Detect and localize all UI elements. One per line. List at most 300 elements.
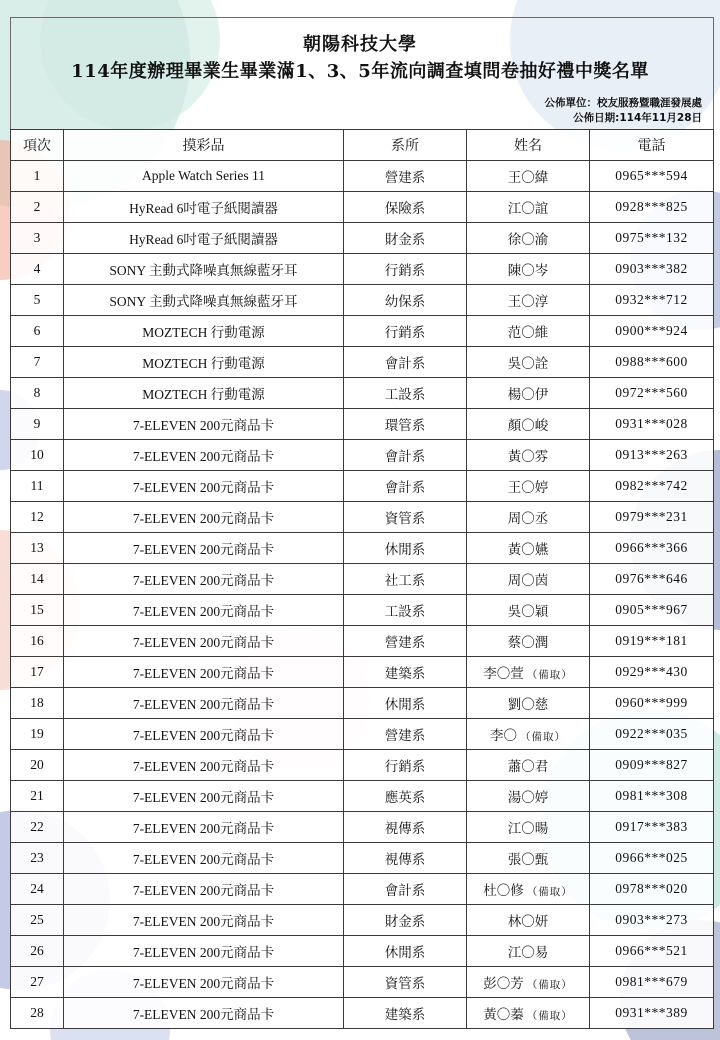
cell-name xyxy=(467,626,590,657)
table-row xyxy=(11,316,714,347)
table-row xyxy=(11,161,714,192)
cell-phone-text: 0909***827 xyxy=(615,757,688,772)
cell-no-text: 7 xyxy=(33,354,41,369)
cell-phone-text: 0976***646 xyxy=(615,571,688,586)
cell-phone-text: 0929***430 xyxy=(615,664,688,679)
cell-name-text: 王〇淳 xyxy=(507,294,549,310)
alternate-note: （備取） xyxy=(526,979,573,991)
table-header-row xyxy=(11,130,714,161)
cell-dept-text: 視傳系 xyxy=(384,821,426,837)
cell-prize-text: 7-ELEVEN 200元商品卡 xyxy=(132,635,275,650)
table-row xyxy=(11,378,714,409)
cell-phone-text: 0966***366 xyxy=(615,540,688,555)
table-row xyxy=(11,781,714,812)
cell-name xyxy=(467,750,590,781)
cell-phone xyxy=(590,316,714,347)
cell-phone xyxy=(590,936,714,967)
cell-name xyxy=(467,781,590,812)
table-row xyxy=(11,223,714,254)
cell-dept-text: 財金系 xyxy=(384,914,426,930)
cell-name xyxy=(467,657,590,688)
cell-no xyxy=(11,781,64,812)
cell-prize xyxy=(64,874,344,905)
cell-no xyxy=(11,409,64,440)
cell-prize xyxy=(64,936,344,967)
cell-name xyxy=(467,998,590,1029)
cell-dept xyxy=(344,316,467,347)
cell-name xyxy=(467,254,590,285)
cell-no-text: 10 xyxy=(30,447,44,462)
cell-no-text: 8 xyxy=(33,385,41,400)
cell-no xyxy=(11,626,64,657)
cell-prize-text: 7-ELEVEN 200元商品卡 xyxy=(132,883,275,898)
cell-prize-text: 7-ELEVEN 200元商品卡 xyxy=(132,697,275,712)
table-row xyxy=(11,905,714,936)
cell-no xyxy=(11,812,64,843)
cell-no xyxy=(11,223,64,254)
cell-no xyxy=(11,936,64,967)
cell-name-text: 李〇 xyxy=(490,728,517,744)
cell-prize xyxy=(64,719,344,750)
cell-phone-text: 0966***521 xyxy=(615,943,688,958)
cell-no-text: 27 xyxy=(30,974,44,989)
school-name: 朝陽科技大學 xyxy=(303,34,417,55)
cell-name-text: 周〇茵 xyxy=(507,573,549,589)
cell-dept xyxy=(344,998,467,1029)
cell-prize xyxy=(64,595,344,626)
cell-name-text: 江〇易 xyxy=(507,945,549,961)
cell-prize-text: 7-ELEVEN 200元商品卡 xyxy=(132,790,275,805)
cell-name-text: 范〇維 xyxy=(507,325,549,341)
cell-dept xyxy=(344,626,467,657)
cell-name-text: 黃〇雰 xyxy=(507,449,549,465)
cell-prize-text: 7-ELEVEN 200元商品卡 xyxy=(132,418,275,433)
cell-no xyxy=(11,564,64,595)
cell-no-text: 18 xyxy=(30,695,44,710)
cell-no xyxy=(11,161,64,192)
column-header-no: 項次 xyxy=(11,130,64,161)
cell-name xyxy=(467,843,590,874)
cell-dept xyxy=(344,936,467,967)
cell-no xyxy=(11,874,64,905)
cell-name-text: 劉〇慈 xyxy=(507,697,549,713)
cell-no xyxy=(11,719,64,750)
cell-dept xyxy=(344,192,467,223)
cell-name xyxy=(467,161,590,192)
cell-phone xyxy=(590,905,714,936)
cell-name xyxy=(467,564,590,595)
cell-phone-text: 0960***999 xyxy=(615,695,688,710)
cell-prize xyxy=(64,533,344,564)
cell-no-text: 14 xyxy=(30,571,44,586)
table-row xyxy=(11,533,714,564)
cell-prize xyxy=(64,347,344,378)
cell-prize xyxy=(64,409,344,440)
cell-no-text: 3 xyxy=(33,230,41,245)
cell-name-text: 蕭〇君 xyxy=(507,759,549,775)
cell-dept-text: 視傳系 xyxy=(384,852,426,868)
cell-dept-text: 應英系 xyxy=(384,790,426,806)
cell-prize-text: HyRead 6吋電子紙閱讀器 xyxy=(129,201,278,216)
cell-phone-text: 0900***924 xyxy=(615,323,688,338)
cell-phone-text: 0903***273 xyxy=(615,912,688,927)
table-row xyxy=(11,471,714,502)
cell-dept-text: 行銷系 xyxy=(384,759,426,775)
cell-dept-text: 工設系 xyxy=(384,604,426,620)
cell-dept xyxy=(344,285,467,316)
table-row xyxy=(11,688,714,719)
cell-dept-text: 環管系 xyxy=(384,418,426,434)
cell-name-text: 楊〇伊 xyxy=(507,387,549,403)
cell-name-text: 江〇暘 xyxy=(507,821,549,837)
cell-phone xyxy=(590,471,714,502)
cell-dept xyxy=(344,657,467,688)
cell-dept-text: 財金系 xyxy=(384,232,426,248)
cell-phone-text: 0988***600 xyxy=(615,354,688,369)
cell-phone xyxy=(590,812,714,843)
cell-no xyxy=(11,967,64,998)
cell-prize-text: 7-ELEVEN 200元商品卡 xyxy=(132,852,275,867)
cell-name-text: 張〇甄 xyxy=(507,852,549,868)
cell-no xyxy=(11,657,64,688)
cell-name xyxy=(467,533,590,564)
cell-prize-text: MOZTECH 行動電源 xyxy=(142,325,265,340)
cell-dept-text: 保險系 xyxy=(384,201,426,217)
cell-prize-text: 7-ELEVEN 200元商品卡 xyxy=(132,914,275,929)
cell-prize-text: MOZTECH 行動電源 xyxy=(142,356,265,371)
cell-no-text: 4 xyxy=(33,261,41,276)
cell-prize xyxy=(64,843,344,874)
cell-phone-text: 0981***679 xyxy=(615,974,688,989)
cell-phone-text: 0978***020 xyxy=(615,881,688,896)
cell-phone-text: 0922***035 xyxy=(615,726,688,741)
cell-phone xyxy=(590,285,714,316)
cell-name xyxy=(467,595,590,626)
cell-no-text: 25 xyxy=(30,912,44,927)
cell-no xyxy=(11,595,64,626)
cell-prize xyxy=(64,502,344,533)
cell-no xyxy=(11,316,64,347)
cell-dept-text: 建築系 xyxy=(384,666,426,682)
cell-name xyxy=(467,316,590,347)
cell-phone xyxy=(590,874,714,905)
cell-dept xyxy=(344,719,467,750)
cell-dept-text: 營建系 xyxy=(384,728,426,744)
cell-dept xyxy=(344,440,467,471)
cell-name xyxy=(467,874,590,905)
cell-dept-text: 會計系 xyxy=(384,356,426,372)
alternate-note: （備取） xyxy=(520,731,566,743)
cell-prize-text: MOZTECH 行動電源 xyxy=(142,387,265,402)
cell-dept xyxy=(344,347,467,378)
table-row xyxy=(11,254,714,285)
cell-name-text: 李〇萱 xyxy=(483,666,524,682)
column-header-name: 姓名 xyxy=(467,130,590,161)
cell-prize xyxy=(64,967,344,998)
cell-name xyxy=(467,440,590,471)
cell-name-text: 彭〇芳 xyxy=(483,976,524,992)
cell-prize-text: 7-ELEVEN 200元商品卡 xyxy=(132,573,275,588)
table-row xyxy=(11,936,714,967)
cell-name xyxy=(467,471,590,502)
cell-name xyxy=(467,347,590,378)
cell-dept-text: 資管系 xyxy=(384,976,426,992)
publish-date: 公佈日期:114年11月28日 xyxy=(573,112,702,124)
table-row xyxy=(11,843,714,874)
cell-prize-text: 7-ELEVEN 200元商品卡 xyxy=(132,604,275,619)
cell-dept-text: 休閒系 xyxy=(384,945,426,961)
table-row xyxy=(11,285,714,316)
cell-no xyxy=(11,998,64,1029)
cell-name-text: 吳〇詮 xyxy=(507,356,549,372)
cell-no-text: 11 xyxy=(30,478,44,493)
cell-dept-text: 休閒系 xyxy=(384,542,426,558)
cell-phone-text: 0917***383 xyxy=(615,819,688,834)
cell-prize xyxy=(64,316,344,347)
cell-no xyxy=(11,905,64,936)
cell-phone xyxy=(590,564,714,595)
cell-prize xyxy=(64,750,344,781)
cell-name xyxy=(467,192,590,223)
cell-prize-text: 7-ELEVEN 200元商品卡 xyxy=(132,449,275,464)
cell-no-text: 5 xyxy=(33,292,41,307)
table-row xyxy=(11,967,714,998)
cell-dept xyxy=(344,905,467,936)
table-row xyxy=(11,719,714,750)
alternate-note: （備取） xyxy=(526,1010,573,1022)
cell-prize-text: HyRead 6吋電子紙閱讀器 xyxy=(129,232,278,247)
cell-name-text: 江〇誼 xyxy=(507,201,549,217)
cell-no-text: 13 xyxy=(30,540,44,555)
table-row xyxy=(11,564,714,595)
cell-dept-text: 行銷系 xyxy=(384,325,426,341)
cell-phone xyxy=(590,347,714,378)
cell-dept-text: 行銷系 xyxy=(384,263,426,279)
cell-phone-text: 0965***594 xyxy=(615,168,688,183)
cell-prize xyxy=(64,440,344,471)
cell-name-text: 杜〇修 xyxy=(483,883,524,899)
table-row xyxy=(11,657,714,688)
cell-no-text: 21 xyxy=(30,788,44,803)
cell-name-text: 王〇緯 xyxy=(507,170,549,186)
table-row xyxy=(11,192,714,223)
cell-no xyxy=(11,533,64,564)
cell-phone xyxy=(590,161,714,192)
cell-name xyxy=(467,936,590,967)
cell-phone xyxy=(590,378,714,409)
cell-no xyxy=(11,440,64,471)
column-header-prize: 摸彩品 xyxy=(64,130,344,161)
cell-dept xyxy=(344,378,467,409)
table-row xyxy=(11,998,714,1029)
cell-dept xyxy=(344,471,467,502)
cell-dept-text: 幼保系 xyxy=(384,294,426,310)
cell-prize xyxy=(64,223,344,254)
cell-dept-text: 建築系 xyxy=(384,1007,426,1023)
cell-phone xyxy=(590,254,714,285)
cell-phone-text: 0931***389 xyxy=(615,1005,688,1020)
cell-no-text: 22 xyxy=(30,819,44,834)
cell-phone xyxy=(590,998,714,1029)
cell-dept-text: 會計系 xyxy=(384,883,426,899)
cell-prize-text: 7-ELEVEN 200元商品卡 xyxy=(132,821,275,836)
cell-prize xyxy=(64,161,344,192)
cell-phone-text: 0979***231 xyxy=(615,509,688,524)
cell-prize xyxy=(64,378,344,409)
cell-no-text: 26 xyxy=(30,943,44,958)
cell-phone xyxy=(590,533,714,564)
cell-prize-text: 7-ELEVEN 200元商品卡 xyxy=(132,976,275,991)
cell-prize xyxy=(64,905,344,936)
cell-name xyxy=(467,967,590,998)
cell-dept xyxy=(344,223,467,254)
cell-no-text: 9 xyxy=(33,416,41,431)
cell-dept xyxy=(344,843,467,874)
cell-prize xyxy=(64,688,344,719)
cell-dept xyxy=(344,781,467,812)
cell-prize-text: 7-ELEVEN 200元商品卡 xyxy=(132,1007,275,1022)
cell-phone-text: 0919***181 xyxy=(615,633,688,648)
cell-prize-text: 7-ELEVEN 200元商品卡 xyxy=(132,728,275,743)
cell-prize xyxy=(64,564,344,595)
cell-phone xyxy=(590,595,714,626)
cell-no xyxy=(11,347,64,378)
alternate-note: （備取） xyxy=(526,669,573,681)
cell-phone-text: 0928***825 xyxy=(615,199,688,214)
alternate-note: （備取） xyxy=(526,886,573,898)
cell-name-text: 陳〇岑 xyxy=(507,263,549,279)
publisher: 公佈單位：校友服務暨職涯發展處 xyxy=(544,97,702,109)
cell-no-text: 15 xyxy=(30,602,44,617)
cell-phone-text: 0903***382 xyxy=(615,261,688,276)
cell-name-text: 顏〇峻 xyxy=(507,418,549,434)
cell-no-text: 6 xyxy=(33,323,41,338)
cell-phone-text: 0982***742 xyxy=(615,478,688,493)
cell-dept-text: 休閒系 xyxy=(384,697,426,713)
winners-table xyxy=(10,129,714,1029)
cell-no xyxy=(11,750,64,781)
cell-name-text: 蔡〇潤 xyxy=(507,635,549,651)
cell-dept-text: 會計系 xyxy=(384,480,426,496)
cell-name xyxy=(467,378,590,409)
cell-phone-text: 0981***308 xyxy=(615,788,688,803)
cell-phone xyxy=(590,192,714,223)
cell-phone-text: 0966***025 xyxy=(615,850,688,865)
table-row xyxy=(11,626,714,657)
cell-no-text: 17 xyxy=(30,664,44,679)
cell-name xyxy=(467,285,590,316)
cell-phone xyxy=(590,440,714,471)
cell-phone-text: 0931***028 xyxy=(615,416,688,431)
cell-prize-text: Apple Watch Series 11 xyxy=(141,168,265,183)
cell-phone xyxy=(590,750,714,781)
cell-dept xyxy=(344,161,467,192)
cell-phone xyxy=(590,409,714,440)
cell-dept xyxy=(344,409,467,440)
cell-dept xyxy=(344,812,467,843)
cell-no xyxy=(11,688,64,719)
cell-no-text: 2 xyxy=(33,199,41,214)
table-row xyxy=(11,874,714,905)
cell-dept-text: 工設系 xyxy=(384,387,426,403)
cell-prize xyxy=(64,471,344,502)
cell-no-text: 1 xyxy=(33,168,41,183)
cell-phone xyxy=(590,967,714,998)
cell-prize-text: 7-ELEVEN 200元商品卡 xyxy=(132,542,275,557)
cell-no xyxy=(11,285,64,316)
cell-no xyxy=(11,254,64,285)
cell-prize xyxy=(64,812,344,843)
cell-phone xyxy=(590,502,714,533)
cell-prize-text: SONY 主動式降噪真無線藍牙耳 xyxy=(109,263,298,278)
cell-name-text: 吳〇穎 xyxy=(507,604,549,620)
cell-prize xyxy=(64,657,344,688)
cell-phone-text: 0913***263 xyxy=(615,447,688,462)
cell-name xyxy=(467,502,590,533)
cell-no xyxy=(11,471,64,502)
cell-dept-text: 營建系 xyxy=(384,170,426,186)
table-row xyxy=(11,595,714,626)
cell-no-text: 24 xyxy=(30,881,44,896)
cell-no-text: 20 xyxy=(30,757,44,772)
cell-dept-text: 社工系 xyxy=(384,573,426,589)
cell-dept xyxy=(344,595,467,626)
cell-phone xyxy=(590,626,714,657)
cell-dept xyxy=(344,874,467,905)
column-header-phone: 電話 xyxy=(590,130,714,161)
cell-name-text: 湯〇婷 xyxy=(507,790,549,806)
page-title: 114年度辦理畢業生畢業滿1、3、5年流向調查填問卷抽好禮中獎名單 xyxy=(71,61,649,82)
cell-prize-text: 7-ELEVEN 200元商品卡 xyxy=(132,480,275,495)
cell-no xyxy=(11,192,64,223)
cell-prize xyxy=(64,285,344,316)
cell-phone xyxy=(590,843,714,874)
cell-name-text: 黃〇蓁 xyxy=(483,1007,524,1023)
cell-prize-text: 7-ELEVEN 200元商品卡 xyxy=(132,511,275,526)
cell-name xyxy=(467,688,590,719)
table-row xyxy=(11,440,714,471)
cell-phone xyxy=(590,719,714,750)
cell-name xyxy=(467,223,590,254)
table-row xyxy=(11,502,714,533)
cell-phone xyxy=(590,657,714,688)
cell-prize-text: 7-ELEVEN 200元商品卡 xyxy=(132,759,275,774)
cell-dept xyxy=(344,750,467,781)
cell-name xyxy=(467,409,590,440)
cell-phone xyxy=(590,781,714,812)
cell-phone-text: 0975***132 xyxy=(615,230,688,245)
cell-dept xyxy=(344,688,467,719)
cell-no-text: 28 xyxy=(30,1005,44,1020)
cell-no xyxy=(11,378,64,409)
cell-prize xyxy=(64,626,344,657)
cell-dept xyxy=(344,564,467,595)
cell-dept xyxy=(344,254,467,285)
cell-phone-text: 0972***560 xyxy=(615,385,688,400)
table-row xyxy=(11,409,714,440)
cell-dept xyxy=(344,533,467,564)
cell-no xyxy=(11,843,64,874)
cell-no xyxy=(11,502,64,533)
table-row xyxy=(11,750,714,781)
column-header-dept: 系所 xyxy=(344,130,467,161)
cell-name-text: 徐〇渝 xyxy=(507,232,549,248)
cell-name xyxy=(467,719,590,750)
cell-no-text: 23 xyxy=(30,850,44,865)
cell-no-text: 19 xyxy=(30,726,44,741)
cell-name-text: 林〇妍 xyxy=(507,914,549,930)
cell-prize xyxy=(64,254,344,285)
